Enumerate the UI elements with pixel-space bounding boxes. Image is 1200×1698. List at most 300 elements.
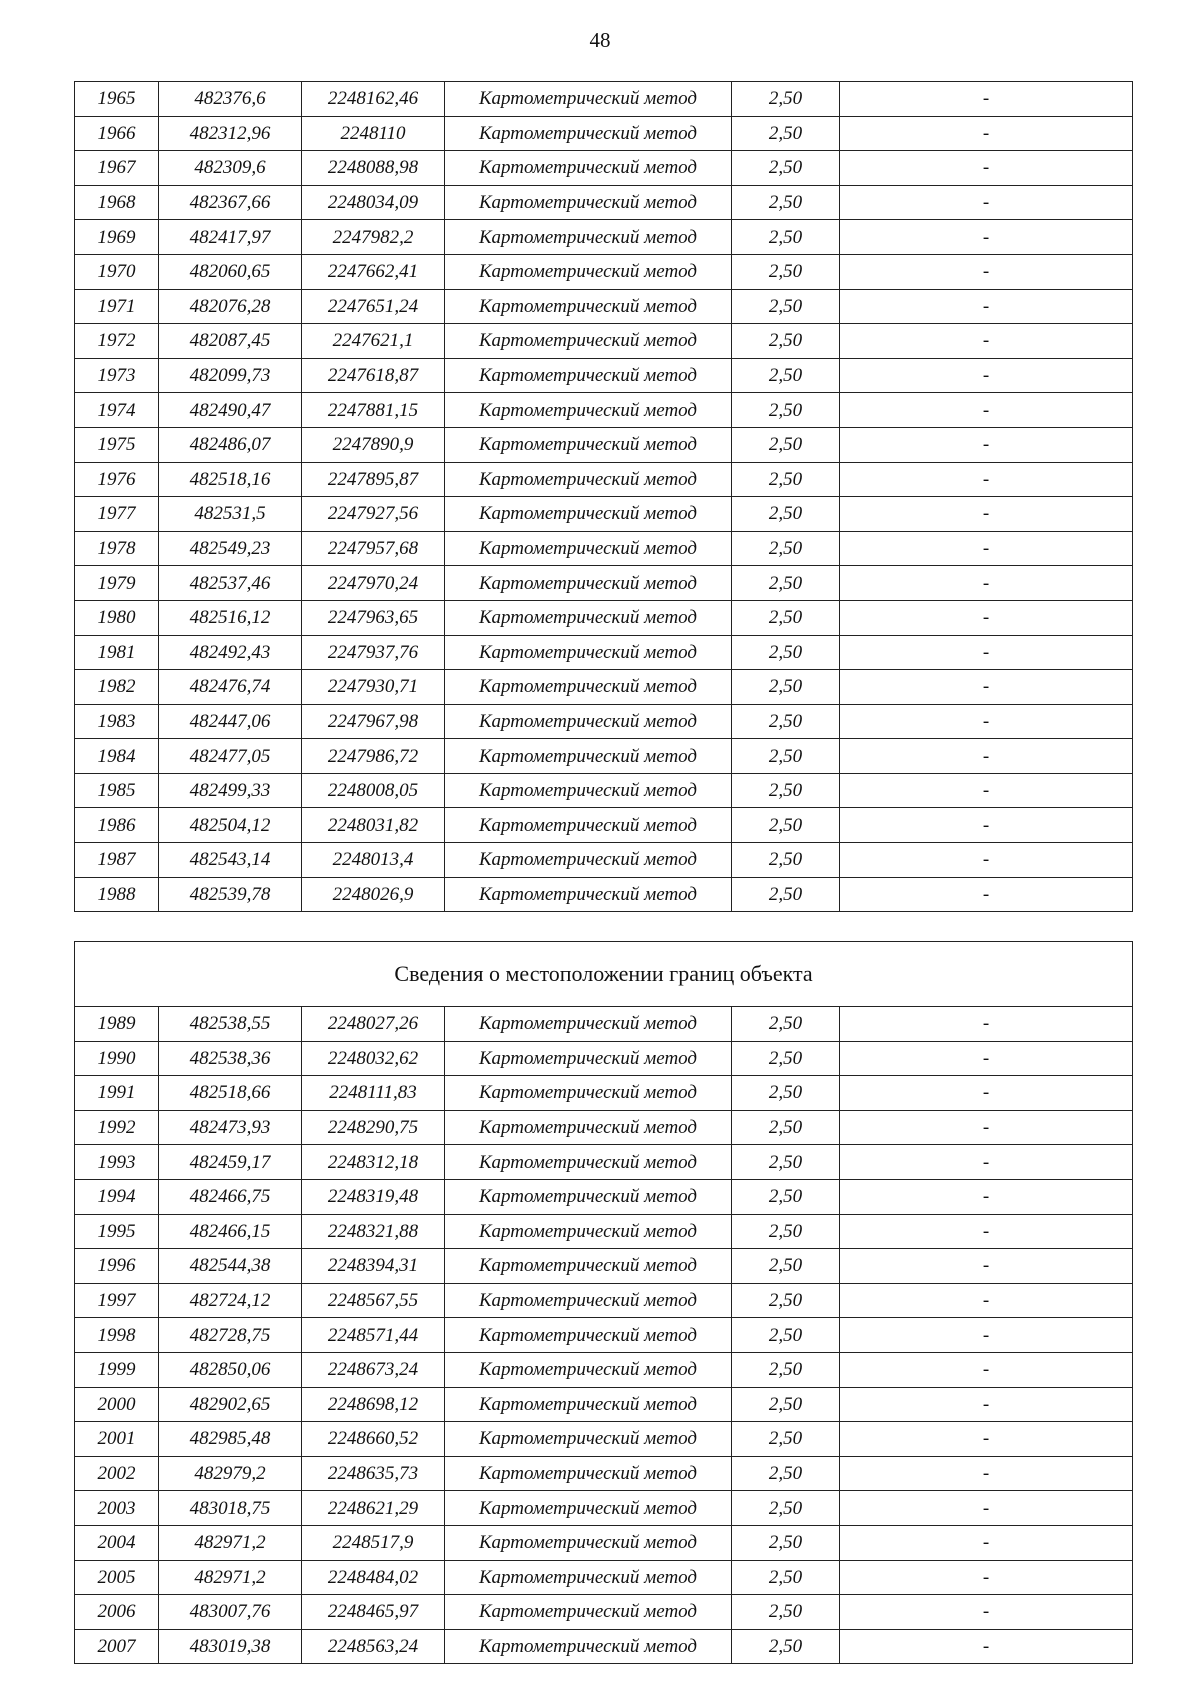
point-number-cell: 2005: [75, 1560, 159, 1595]
method-cell: Картометрический метод: [445, 185, 732, 220]
table-row: [75, 1145, 1133, 1180]
table-row: [75, 393, 1133, 428]
accuracy-cell: 2,50: [732, 1179, 840, 1214]
page-number: 48: [589, 28, 611, 52]
y-coordinate-cell: 2247970,24: [302, 566, 445, 601]
description-cell: -: [840, 1076, 1133, 1111]
accuracy-cell: 2,50: [732, 808, 840, 843]
accuracy-cell: 2,50: [732, 1041, 840, 1076]
section-title: Сведения о местоположении границ объекта: [75, 942, 1133, 1007]
y-coordinate-cell: 2247967,98: [302, 704, 445, 739]
table-row: [75, 1525, 1133, 1560]
x-coordinate-cell: 482447,06: [159, 704, 302, 739]
x-coordinate-cell: 482504,12: [159, 808, 302, 843]
y-coordinate-cell: 2248321,88: [302, 1214, 445, 1249]
table-row: [75, 704, 1133, 739]
point-number-cell: 1998: [75, 1318, 159, 1353]
y-coordinate-cell: 2248312,18: [302, 1145, 445, 1180]
description-cell: -: [840, 1456, 1133, 1491]
x-coordinate-cell: 482728,75: [159, 1318, 302, 1353]
accuracy-cell: 2,50: [732, 877, 840, 912]
y-coordinate-cell: 2248698,12: [302, 1387, 445, 1422]
table-row: [75, 1629, 1133, 1664]
method-cell: Картометрический метод: [445, 566, 732, 601]
description-cell: -: [840, 808, 1133, 843]
method-cell: Картометрический метод: [445, 1179, 732, 1214]
y-coordinate-cell: 2248484,02: [302, 1560, 445, 1595]
point-number-cell: 1969: [75, 220, 159, 255]
table-row: [75, 1179, 1133, 1214]
method-cell: Картометрический метод: [445, 1249, 732, 1284]
method-cell: Картометрический метод: [445, 1007, 732, 1042]
description-cell: -: [840, 566, 1133, 601]
description-cell: -: [840, 220, 1133, 255]
description-cell: -: [840, 1525, 1133, 1560]
description-cell: -: [840, 1041, 1133, 1076]
point-number-cell: 1994: [75, 1179, 159, 1214]
x-coordinate-cell: 482076,28: [159, 289, 302, 324]
description-cell: -: [840, 116, 1133, 151]
method-cell: Картометрический метод: [445, 808, 732, 843]
x-coordinate-cell: 482499,33: [159, 773, 302, 808]
y-coordinate-cell: 2247986,72: [302, 739, 445, 774]
table-row: [75, 220, 1133, 255]
accuracy-cell: 2,50: [732, 1110, 840, 1145]
description-cell: -: [840, 1491, 1133, 1526]
accuracy-cell: 2,50: [732, 151, 840, 186]
point-number-cell: 1970: [75, 254, 159, 289]
point-number-cell: 2003: [75, 1491, 159, 1526]
description-cell: -: [840, 1145, 1133, 1180]
description-cell: -: [840, 1179, 1133, 1214]
table-row: [75, 324, 1133, 359]
point-number-cell: 1984: [75, 739, 159, 774]
section-title-row: [75, 942, 1133, 1007]
x-coordinate-cell: 482477,05: [159, 739, 302, 774]
point-number-cell: 1995: [75, 1214, 159, 1249]
method-cell: Картометрический метод: [445, 1456, 732, 1491]
method-cell: Картометрический метод: [445, 393, 732, 428]
description-cell: -: [840, 1560, 1133, 1595]
method-cell: Картометрический метод: [445, 1110, 732, 1145]
method-cell: Картометрический метод: [445, 600, 732, 635]
accuracy-cell: 2,50: [732, 635, 840, 670]
method-cell: Картометрический метод: [445, 358, 732, 393]
accuracy-cell: 2,50: [732, 1456, 840, 1491]
table-row: [75, 773, 1133, 808]
accuracy-cell: 2,50: [732, 1491, 840, 1526]
method-cell: Картометрический метод: [445, 1525, 732, 1560]
x-coordinate-cell: 482466,15: [159, 1214, 302, 1249]
coordinates-table-1: [74, 81, 1133, 912]
x-coordinate-cell: 482492,43: [159, 635, 302, 670]
y-coordinate-cell: 2248517,9: [302, 1525, 445, 1560]
coordinates-table-2: [74, 941, 1133, 1664]
table-row: [75, 739, 1133, 774]
y-coordinate-cell: 2248621,29: [302, 1491, 445, 1526]
point-number-cell: 2007: [75, 1629, 159, 1664]
y-coordinate-cell: 2248110: [302, 116, 445, 151]
point-number-cell: 1979: [75, 566, 159, 601]
method-cell: Картометрический метод: [445, 1283, 732, 1318]
method-cell: Картометрический метод: [445, 220, 732, 255]
table-row: [75, 1456, 1133, 1491]
table-row: [75, 358, 1133, 393]
y-coordinate-cell: 2247881,15: [302, 393, 445, 428]
y-coordinate-cell: 2247937,76: [302, 635, 445, 670]
description-cell: -: [840, 393, 1133, 428]
description-cell: -: [840, 1629, 1133, 1664]
y-coordinate-cell: 2248660,52: [302, 1422, 445, 1457]
method-cell: Картометрический метод: [445, 1629, 732, 1664]
accuracy-cell: 2,50: [732, 462, 840, 497]
description-cell: -: [840, 1595, 1133, 1630]
y-coordinate-cell: 2247618,87: [302, 358, 445, 393]
table-row: [75, 1422, 1133, 1457]
table-row: [75, 877, 1133, 912]
description-cell: -: [840, 877, 1133, 912]
description-cell: -: [840, 1214, 1133, 1249]
x-coordinate-cell: 482531,5: [159, 497, 302, 532]
accuracy-cell: 2,50: [732, 843, 840, 878]
y-coordinate-cell: 2248394,31: [302, 1249, 445, 1284]
table-row: [75, 531, 1133, 566]
y-coordinate-cell: 2248563,24: [302, 1629, 445, 1664]
table-row: [75, 427, 1133, 462]
x-coordinate-cell: 482417,97: [159, 220, 302, 255]
method-cell: Картометрический метод: [445, 843, 732, 878]
point-number-cell: 2002: [75, 1456, 159, 1491]
y-coordinate-cell: 2247957,68: [302, 531, 445, 566]
description-cell: -: [840, 1387, 1133, 1422]
y-coordinate-cell: 2248290,75: [302, 1110, 445, 1145]
x-coordinate-cell: 482518,66: [159, 1076, 302, 1111]
table-row: [75, 1491, 1133, 1526]
x-coordinate-cell: 482312,96: [159, 116, 302, 151]
point-number-cell: 1996: [75, 1249, 159, 1284]
coordinates-table-1-body: [75, 82, 1133, 912]
table-row: [75, 635, 1133, 670]
method-cell: Картометрический метод: [445, 1387, 732, 1422]
point-number-cell: 1993: [75, 1145, 159, 1180]
method-cell: Картометрический метод: [445, 670, 732, 705]
method-cell: Картометрический метод: [445, 1145, 732, 1180]
point-number-cell: 1971: [75, 289, 159, 324]
table-row: [75, 1007, 1133, 1042]
description-cell: -: [840, 462, 1133, 497]
description-cell: -: [840, 635, 1133, 670]
x-coordinate-cell: 482724,12: [159, 1283, 302, 1318]
table-row: [75, 185, 1133, 220]
accuracy-cell: 2,50: [732, 1076, 840, 1111]
table-row: [75, 670, 1133, 705]
method-cell: Картометрический метод: [445, 116, 732, 151]
accuracy-cell: 2,50: [732, 1249, 840, 1284]
description-cell: -: [840, 427, 1133, 462]
x-coordinate-cell: 482473,93: [159, 1110, 302, 1145]
description-cell: -: [840, 1249, 1133, 1284]
accuracy-cell: 2,50: [732, 1422, 840, 1457]
x-coordinate-cell: 482099,73: [159, 358, 302, 393]
x-coordinate-cell: 483019,38: [159, 1629, 302, 1664]
method-cell: Картометрический метод: [445, 497, 732, 532]
y-coordinate-cell: 2248673,24: [302, 1352, 445, 1387]
method-cell: Картометрический метод: [445, 82, 732, 117]
description-cell: -: [840, 1422, 1133, 1457]
x-coordinate-cell: 482367,66: [159, 185, 302, 220]
accuracy-cell: 2,50: [732, 1387, 840, 1422]
point-number-cell: 1989: [75, 1007, 159, 1042]
y-coordinate-cell: 2247895,87: [302, 462, 445, 497]
y-coordinate-cell: 2247651,24: [302, 289, 445, 324]
description-cell: -: [840, 1007, 1133, 1042]
accuracy-cell: 2,50: [732, 393, 840, 428]
y-coordinate-cell: 2247621,1: [302, 324, 445, 359]
table-row: [75, 116, 1133, 151]
accuracy-cell: 2,50: [732, 670, 840, 705]
accuracy-cell: 2,50: [732, 566, 840, 601]
y-coordinate-cell: 2247963,65: [302, 600, 445, 635]
point-number-cell: 1980: [75, 600, 159, 635]
accuracy-cell: 2,50: [732, 116, 840, 151]
description-cell: -: [840, 497, 1133, 532]
accuracy-cell: 2,50: [732, 1283, 840, 1318]
table-row: [75, 497, 1133, 532]
table-row: [75, 1595, 1133, 1630]
x-coordinate-cell: 482985,48: [159, 1422, 302, 1457]
point-number-cell: 1992: [75, 1110, 159, 1145]
method-cell: Картометрический метод: [445, 635, 732, 670]
x-coordinate-cell: 482544,38: [159, 1249, 302, 1284]
accuracy-cell: 2,50: [732, 497, 840, 532]
table-row: [75, 1283, 1133, 1318]
y-coordinate-cell: 2247982,2: [302, 220, 445, 255]
method-cell: Картометрический метод: [445, 739, 732, 774]
y-coordinate-cell: 2247927,56: [302, 497, 445, 532]
accuracy-cell: 2,50: [732, 1007, 840, 1042]
x-coordinate-cell: 482549,23: [159, 531, 302, 566]
y-coordinate-cell: 2248032,62: [302, 1041, 445, 1076]
accuracy-cell: 2,50: [732, 220, 840, 255]
point-number-cell: 1985: [75, 773, 159, 808]
method-cell: Картометрический метод: [445, 1041, 732, 1076]
x-coordinate-cell: 482490,47: [159, 393, 302, 428]
y-coordinate-cell: 2247890,9: [302, 427, 445, 462]
point-number-cell: 1999: [75, 1352, 159, 1387]
table-row: [75, 1352, 1133, 1387]
x-coordinate-cell: 483018,75: [159, 1491, 302, 1526]
table-row: [75, 808, 1133, 843]
method-cell: Картометрический метод: [445, 324, 732, 359]
accuracy-cell: 2,50: [732, 1318, 840, 1353]
point-number-cell: 1982: [75, 670, 159, 705]
accuracy-cell: 2,50: [732, 704, 840, 739]
point-number-cell: 1965: [75, 82, 159, 117]
point-number-cell: 1976: [75, 462, 159, 497]
table-row: [75, 289, 1133, 324]
accuracy-cell: 2,50: [732, 1595, 840, 1630]
point-number-cell: 1997: [75, 1283, 159, 1318]
y-coordinate-cell: 2248465,97: [302, 1595, 445, 1630]
accuracy-cell: 2,50: [732, 324, 840, 359]
point-number-cell: 1973: [75, 358, 159, 393]
accuracy-cell: 2,50: [732, 773, 840, 808]
point-number-cell: 1968: [75, 185, 159, 220]
description-cell: -: [840, 704, 1133, 739]
x-coordinate-cell: 482486,07: [159, 427, 302, 462]
point-number-cell: 1967: [75, 151, 159, 186]
description-cell: -: [840, 324, 1133, 359]
method-cell: Картометрический метод: [445, 254, 732, 289]
x-coordinate-cell: 482971,2: [159, 1560, 302, 1595]
description-cell: -: [840, 1352, 1133, 1387]
point-number-cell: 1977: [75, 497, 159, 532]
y-coordinate-cell: 2248319,48: [302, 1179, 445, 1214]
accuracy-cell: 2,50: [732, 289, 840, 324]
accuracy-cell: 2,50: [732, 600, 840, 635]
method-cell: Картометрический метод: [445, 531, 732, 566]
description-cell: -: [840, 185, 1133, 220]
point-number-cell: 1991: [75, 1076, 159, 1111]
x-coordinate-cell: 483007,76: [159, 1595, 302, 1630]
table-row: [75, 151, 1133, 186]
description-cell: -: [840, 1110, 1133, 1145]
point-number-cell: 1983: [75, 704, 159, 739]
point-number-cell: 1974: [75, 393, 159, 428]
accuracy-cell: 2,50: [732, 427, 840, 462]
description-cell: -: [840, 1283, 1133, 1318]
y-coordinate-cell: 2248027,26: [302, 1007, 445, 1042]
description-cell: -: [840, 739, 1133, 774]
description-cell: -: [840, 82, 1133, 117]
y-coordinate-cell: 2248635,73: [302, 1456, 445, 1491]
table-row: [75, 462, 1133, 497]
accuracy-cell: 2,50: [732, 1629, 840, 1664]
table-row: [75, 1041, 1133, 1076]
x-coordinate-cell: 482459,17: [159, 1145, 302, 1180]
y-coordinate-cell: 2248013,4: [302, 843, 445, 878]
table-row: [75, 1110, 1133, 1145]
method-cell: Картометрический метод: [445, 427, 732, 462]
accuracy-cell: 2,50: [732, 739, 840, 774]
description-cell: -: [840, 773, 1133, 808]
table-row: [75, 1249, 1133, 1284]
point-number-cell: 2004: [75, 1525, 159, 1560]
y-coordinate-cell: 2247662,41: [302, 254, 445, 289]
y-coordinate-cell: 2248034,09: [302, 185, 445, 220]
x-coordinate-cell: 482538,36: [159, 1041, 302, 1076]
method-cell: Картометрический метод: [445, 1318, 732, 1353]
method-cell: Картометрический метод: [445, 1352, 732, 1387]
accuracy-cell: 2,50: [732, 185, 840, 220]
method-cell: Картометрический метод: [445, 1560, 732, 1595]
y-coordinate-cell: 2248088,98: [302, 151, 445, 186]
description-cell: -: [840, 670, 1133, 705]
description-cell: -: [840, 531, 1133, 566]
method-cell: Картометрический метод: [445, 462, 732, 497]
method-cell: Картометрический метод: [445, 1595, 732, 1630]
point-number-cell: 1972: [75, 324, 159, 359]
method-cell: Картометрический метод: [445, 1491, 732, 1526]
table-row: [75, 566, 1133, 601]
method-cell: Картометрический метод: [445, 1214, 732, 1249]
point-number-cell: 1990: [75, 1041, 159, 1076]
table-row: [75, 82, 1133, 117]
x-coordinate-cell: 482466,75: [159, 1179, 302, 1214]
point-number-cell: 1978: [75, 531, 159, 566]
point-number-cell: 1975: [75, 427, 159, 462]
y-coordinate-cell: 2247930,71: [302, 670, 445, 705]
point-number-cell: 2001: [75, 1422, 159, 1457]
description-cell: -: [840, 254, 1133, 289]
method-cell: Картометрический метод: [445, 1422, 732, 1457]
accuracy-cell: 2,50: [732, 82, 840, 117]
table-row: [75, 843, 1133, 878]
x-coordinate-cell: 482902,65: [159, 1387, 302, 1422]
accuracy-cell: 2,50: [732, 1214, 840, 1249]
description-cell: -: [840, 600, 1133, 635]
description-cell: -: [840, 151, 1133, 186]
x-coordinate-cell: 482537,46: [159, 566, 302, 601]
point-number-cell: 2006: [75, 1595, 159, 1630]
x-coordinate-cell: 482971,2: [159, 1525, 302, 1560]
table-row: [75, 1318, 1133, 1353]
x-coordinate-cell: 482376,6: [159, 82, 302, 117]
x-coordinate-cell: 482979,2: [159, 1456, 302, 1491]
method-cell: Картометрический метод: [445, 151, 732, 186]
method-cell: Картометрический метод: [445, 1076, 732, 1111]
table-row: [75, 1560, 1133, 1595]
point-number-cell: 2000: [75, 1387, 159, 1422]
x-coordinate-cell: 482543,14: [159, 843, 302, 878]
point-number-cell: 1988: [75, 877, 159, 912]
x-coordinate-cell: 482087,45: [159, 324, 302, 359]
table-row: [75, 1214, 1133, 1249]
description-cell: -: [840, 289, 1133, 324]
description-cell: -: [840, 843, 1133, 878]
table-row: [75, 254, 1133, 289]
accuracy-cell: 2,50: [732, 1560, 840, 1595]
coordinates-table-2-body: [75, 942, 1133, 1664]
x-coordinate-cell: 482850,06: [159, 1352, 302, 1387]
description-cell: -: [840, 358, 1133, 393]
x-coordinate-cell: 482309,6: [159, 151, 302, 186]
x-coordinate-cell: 482476,74: [159, 670, 302, 705]
x-coordinate-cell: 482538,55: [159, 1007, 302, 1042]
y-coordinate-cell: 2248008,05: [302, 773, 445, 808]
table-row: [75, 1076, 1133, 1111]
y-coordinate-cell: 2248162,46: [302, 82, 445, 117]
table-row: [75, 1387, 1133, 1422]
y-coordinate-cell: 2248567,55: [302, 1283, 445, 1318]
y-coordinate-cell: 2248111,83: [302, 1076, 445, 1111]
method-cell: Картометрический метод: [445, 877, 732, 912]
point-number-cell: 1986: [75, 808, 159, 843]
y-coordinate-cell: 2248571,44: [302, 1318, 445, 1353]
point-number-cell: 1987: [75, 843, 159, 878]
table-row: [75, 600, 1133, 635]
point-number-cell: 1981: [75, 635, 159, 670]
accuracy-cell: 2,50: [732, 1145, 840, 1180]
method-cell: Картометрический метод: [445, 704, 732, 739]
accuracy-cell: 2,50: [732, 1352, 840, 1387]
y-coordinate-cell: 2248031,82: [302, 808, 445, 843]
point-number-cell: 1966: [75, 116, 159, 151]
method-cell: Картометрический метод: [445, 773, 732, 808]
y-coordinate-cell: 2248026,9: [302, 877, 445, 912]
x-coordinate-cell: 482060,65: [159, 254, 302, 289]
accuracy-cell: 2,50: [732, 254, 840, 289]
